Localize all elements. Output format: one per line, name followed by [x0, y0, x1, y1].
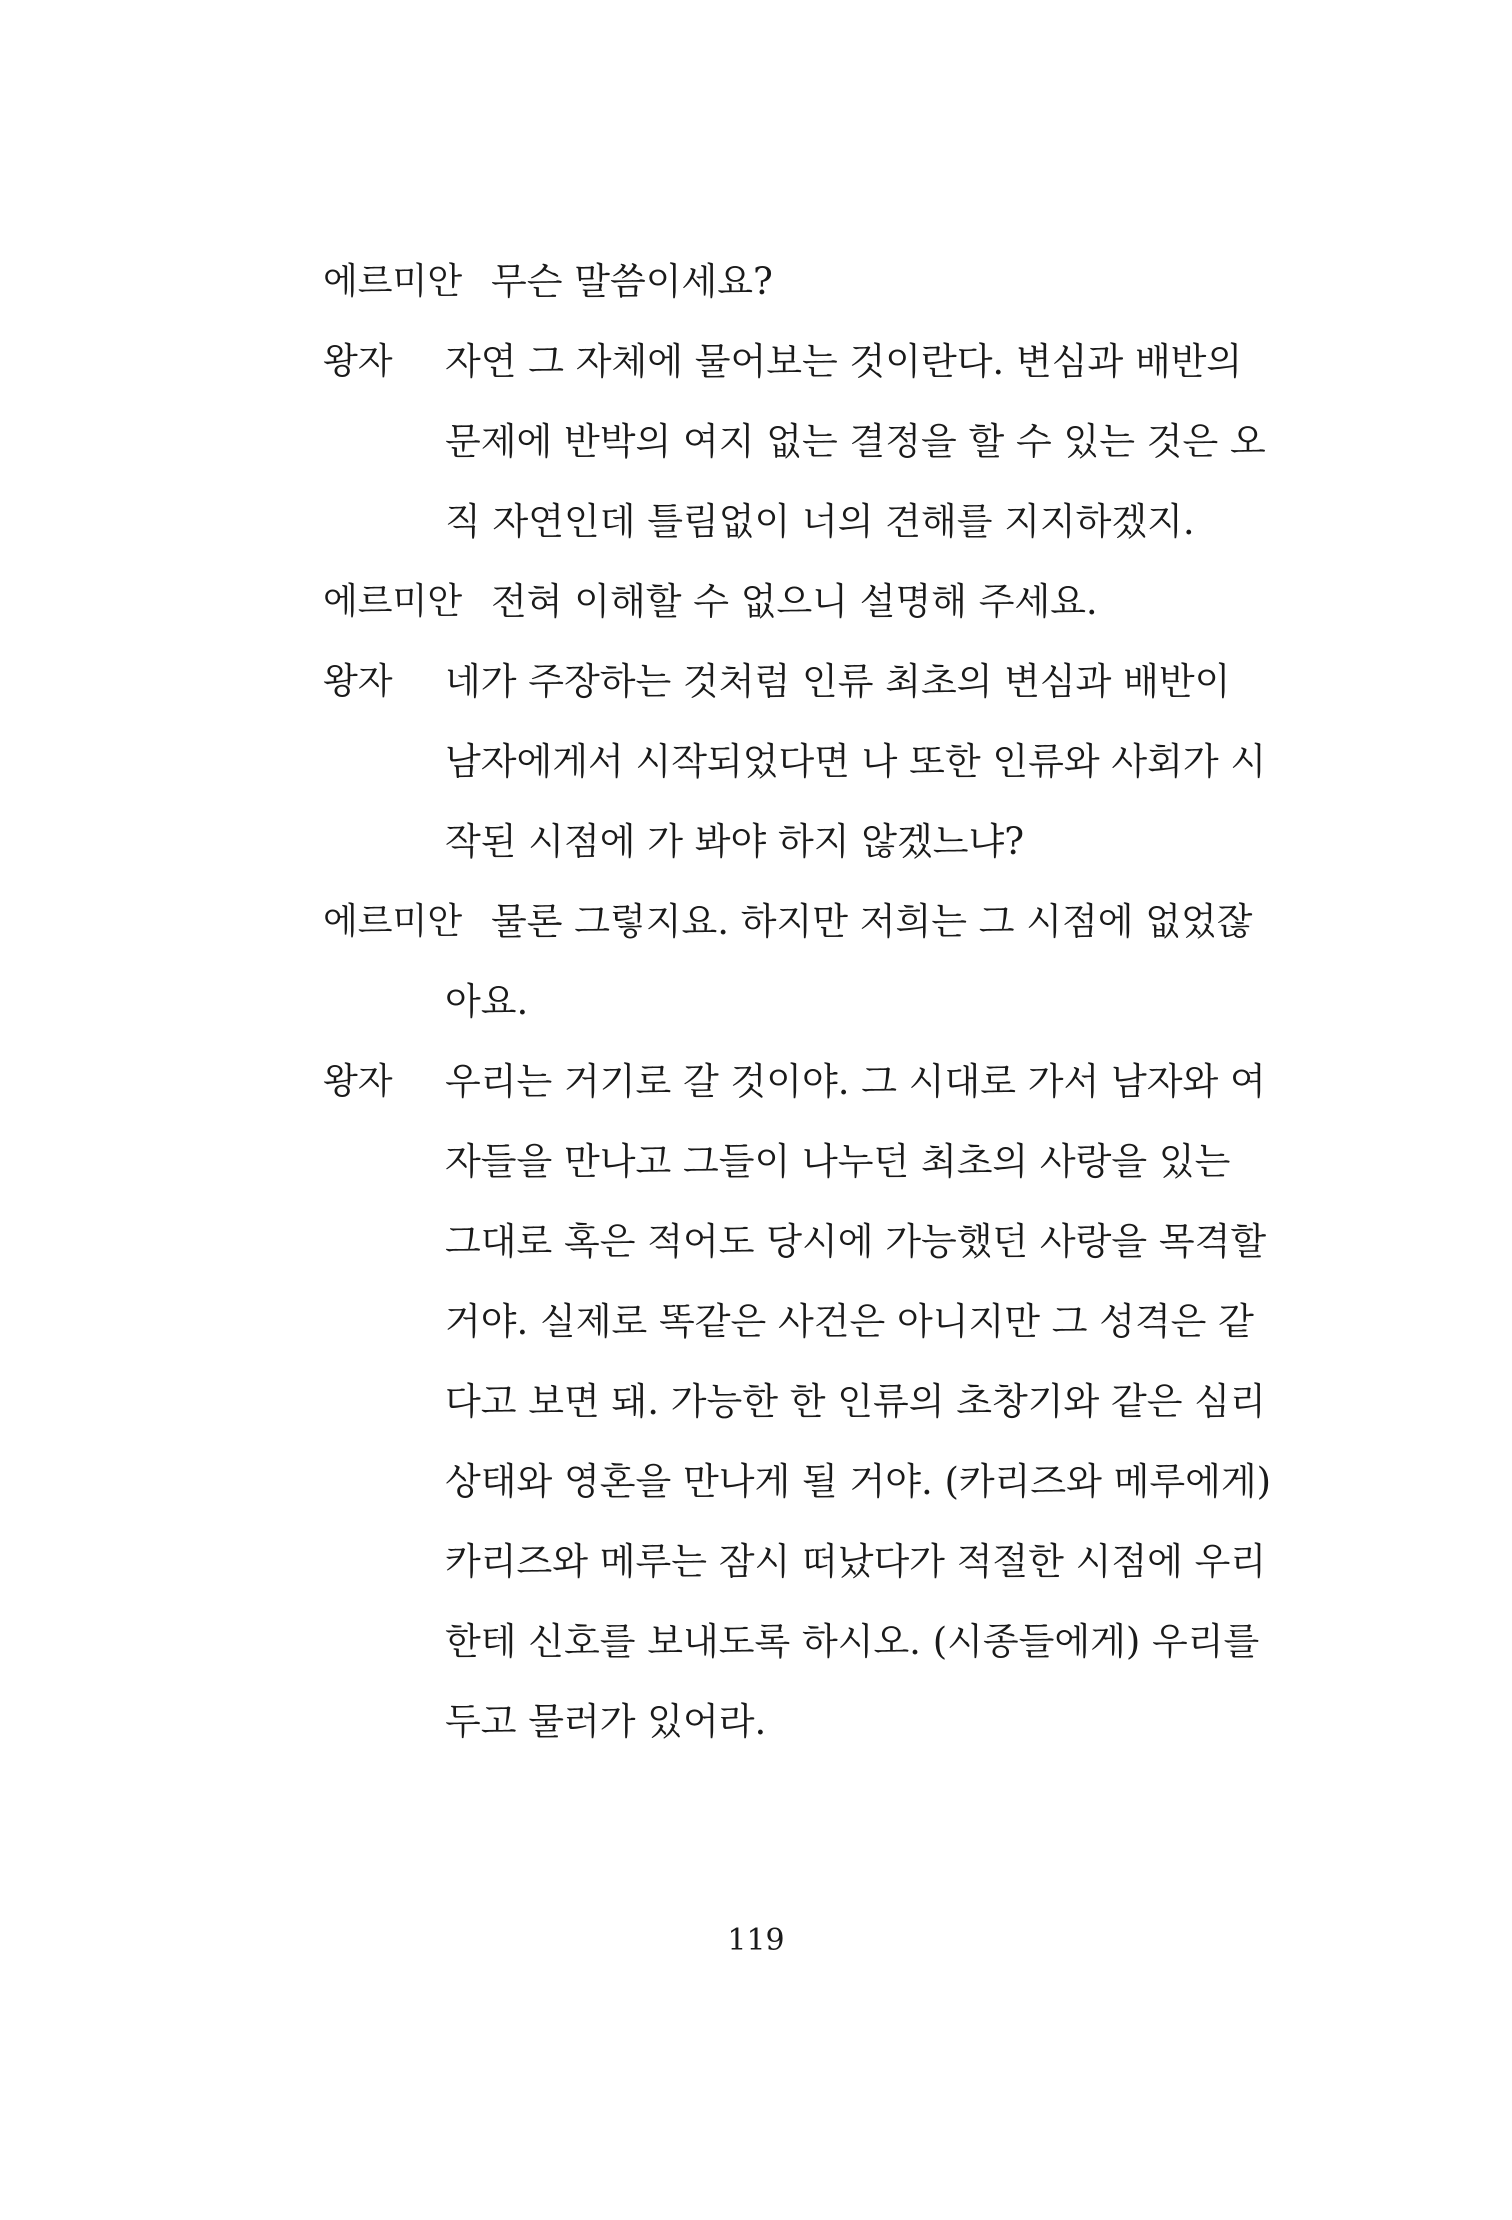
speaker-name: 왕자: [323, 341, 393, 382]
speaker-name: 에르미안: [323, 261, 463, 302]
dialogue-line: 다고 보면 돼. 가능한 한 인류의 초창기와 같은 심리: [445, 1380, 1266, 1423]
dialogue-line: 상태와 영혼을 만나게 될 거야. (카리즈와 메루에게): [445, 1460, 1272, 1503]
page-number: 119: [727, 1923, 785, 1958]
dialogue-line: 그대로 혹은 적어도 당시에 가능했던 사랑을 목격할: [445, 1220, 1267, 1263]
dialogue-line: 네가 주장하는 것처럼 인류 최초의 변심과 배반이: [445, 660, 1231, 703]
dialogue-entry: [323, 1042, 1272, 1762]
speaker-name: 왕자: [323, 1061, 393, 1102]
dialogue-line: 자들을 만나고 그들이 나누던 최초의 사랑을 있는: [445, 1140, 1231, 1183]
dialogue-entry: [323, 242, 1263, 322]
dialogue-line: 남자에게서 시작되었다면 나 또한 인류와 사회가 시: [445, 740, 1267, 783]
speaker-name: 에르미안: [323, 901, 463, 942]
dialogue-line: 직 자연인데 틀림없이 너의 견해를 지지하겠지.: [445, 500, 1195, 543]
dialogue-line: 물론 그렇지요. 하지만 저희는 그 시점에 없었잖: [491, 900, 1253, 943]
dialogue-line: 두고 물러가 있어라.: [445, 1700, 767, 1743]
dialogue-entry: [323, 562, 1263, 642]
dialogue-line: 아요.: [445, 980, 529, 1023]
speaker-name: 에르미안: [323, 581, 463, 622]
dialogue-entry: [323, 642, 1267, 882]
speaker-name: 왕자: [323, 661, 393, 702]
dialogue-line: 작된 시점에 가 봐야 하지 않겠느냐?: [445, 820, 1025, 863]
dialogue-body: [323, 242, 1272, 1762]
dialogue-line: 카리즈와 메루는 잠시 떠났다가 적절한 시점에 우리: [445, 1540, 1267, 1583]
dialogue-line: 우리는 거기로 갈 것이야. 그 시대로 가서 남자와 여: [445, 1060, 1266, 1103]
dialogue-entry: [323, 322, 1266, 562]
dialogue-line: 거야. 실제로 똑같은 사건은 아니지만 그 성격은 같: [445, 1300, 1254, 1343]
dialogue-line: 무슨 말씀이세요?: [491, 260, 773, 303]
dialogue-line: 한테 신호를 보내도록 하시오. (시종들에게) 우리를: [445, 1620, 1260, 1663]
dialogue-line: 자연 그 자체에 물어보는 것이란다. 변심과 배반의: [445, 340, 1243, 383]
dialogue-entry: [323, 882, 1263, 1042]
dialogue-line: 전혀 이해할 수 없으니 설명해 주세요.: [491, 580, 1098, 623]
dialogue-line: 문제에 반박의 여지 없는 결정을 할 수 있는 것은 오: [445, 420, 1266, 463]
